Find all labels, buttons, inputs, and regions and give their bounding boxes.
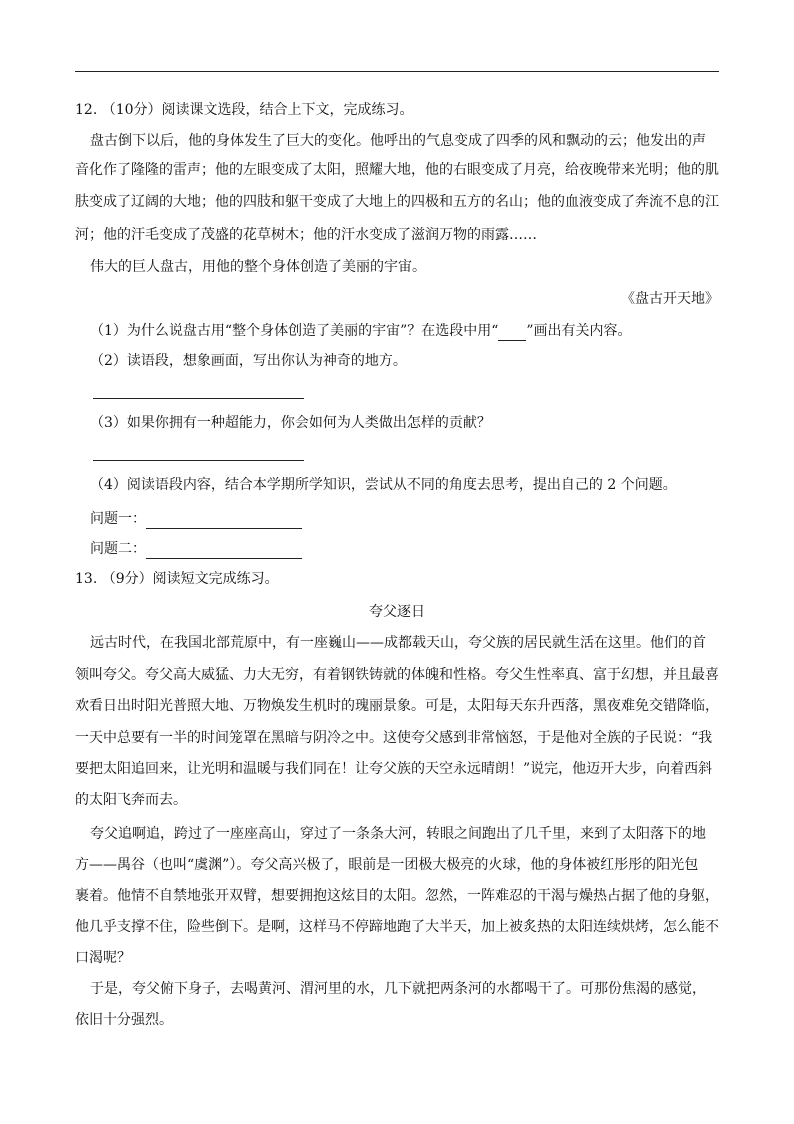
q12-heading: 12. （10分）阅读课文选段，结合上下文，完成练习。 bbox=[75, 102, 414, 118]
q12-passage-line: 肤变成了辽阔的大地；他的四肢和躯干变成了大地上的四极和五方的名山；他的血液变成了奔流不息的江 bbox=[75, 194, 719, 210]
q12-sub1-prefix: （1）为什么说盘古用“整个身体创造了美丽的宇宙”？在选段中用“ bbox=[90, 323, 499, 339]
q12-sub1-suffix: ”画出有关内容。 bbox=[526, 323, 632, 339]
q12-source: 《盘古开天地》 bbox=[621, 291, 719, 307]
q13-para1-line: 欢看日出时阳光普照大地、万物焕发生机时的瑰丽景象。可是，太阳每天东升西落，黑夜难免交错降临， bbox=[75, 698, 719, 714]
q12-sub1-blank bbox=[498, 326, 526, 341]
q12-sub3-answer-line[interactable] bbox=[93, 460, 304, 461]
q12-question2 bbox=[90, 539, 719, 559]
q12-passage-line: 音化作了隆隆的雷声；他的左眼变成了太阳，照耀大地，他的右眼变成了月亮，给夜晚带来光明；他的肌 bbox=[75, 162, 719, 178]
q13-para2-line: 他几乎支撑不住，险些倒下。是啊，这样马不停蹄地跑了大半天，加上被炙热的太阳连续烘烤，怎么能不 bbox=[75, 919, 719, 935]
q13-heading: 13. （9分）阅读短文完成练习。 bbox=[75, 571, 279, 587]
q12-sub1 bbox=[90, 321, 719, 341]
q12-question1-label: 问题一： bbox=[90, 511, 146, 527]
q12-question2-label: 问题二： bbox=[90, 541, 146, 557]
q13-para1-line: 的太阳飞奔而去。 bbox=[75, 792, 187, 808]
q12-passage-line: 河；他的汗毛变成了茂盛的花草树木；他的汗水变成了滋润万物的雨露…… bbox=[75, 227, 537, 243]
q13-para1-line: 要把太阳追回来，让光明和温暖与我们同在！让夸父族的天空永远晴朗！”说完，他迈开大步，向着西斜 bbox=[75, 761, 713, 777]
header-rule bbox=[75, 71, 719, 72]
q13-title: 夸父逐日 bbox=[369, 604, 425, 620]
q12-passage-line: 盘古倒下以后，他的身体发生了巨大的变化。他呼出的气息变成了四季的风和飘动的云；他发出的声 bbox=[90, 133, 706, 149]
q12-sub2-answer-line[interactable] bbox=[93, 398, 304, 399]
q13-para2-line: 裹着。他情不自禁地张开双臂，想要拥抱这炫目的太阳。忽然，一阵难忍的干渴与燥热占据了他的身躯， bbox=[75, 888, 719, 904]
q12-sub2: （2）读语段，想象画面，写出你认为神奇的地方。 bbox=[90, 353, 407, 369]
q13-para2-line: 夸父追啊追，跨过了一座座高山，穿过了一条条大河，转眼之间跑出了几千里，来到了太阳落下的地 bbox=[90, 826, 706, 842]
q13-para3-line: 于是，夸父俯下身子，去喝黄河、渭河里的水，几下就把两条河的水都喝干了。可那份焦渴的感觉， bbox=[90, 981, 706, 997]
q13-para1-line: 一天中总要有一半的时间笼罩在黑暗与阴冷之中。这使夸父感到非常恼怒，于是他对全族的子民说：“我 bbox=[75, 730, 713, 746]
q13-para2-line: 口渴呢？ bbox=[75, 950, 131, 966]
q13-para2-line: 方——禺谷（也叫“虞渊”）。夸父高兴极了，眼前是一团极大极亮的火球，他的身体被红彤彤的阳光包 bbox=[75, 857, 699, 873]
q12-question1 bbox=[90, 509, 719, 529]
q12-question1-answer-line[interactable] bbox=[146, 512, 302, 529]
q12-sub4: （4）阅读语段内容，结合本学期所学知识，尝试从不同的角度去思考，提出自己的 2 个问题。 bbox=[90, 477, 677, 493]
q12-question2-answer-line[interactable] bbox=[146, 542, 302, 559]
q12-sub3: （3）如果你拥有一种超能力，你会如何为人类做出怎样的贡献？ bbox=[90, 415, 491, 431]
q13-para3-line: 依旧十分强烈。 bbox=[75, 1012, 173, 1028]
q13-para1-line: 远古时代，在我国北部荒原中，有一座巍山——成都载天山，夸父族的居民就生活在这里。他们的首 bbox=[90, 635, 706, 651]
q13-para1-line: 领叫夸父。夸父高大威猛、力大无穷，有着钢铁铸就的体魄和性格。夸父生性率真、富于幻想，并且最喜 bbox=[75, 667, 719, 683]
q12-conclusion: 伟大的巨人盘古，用他的整个身体创造了美丽的宇宙。 bbox=[90, 259, 426, 275]
